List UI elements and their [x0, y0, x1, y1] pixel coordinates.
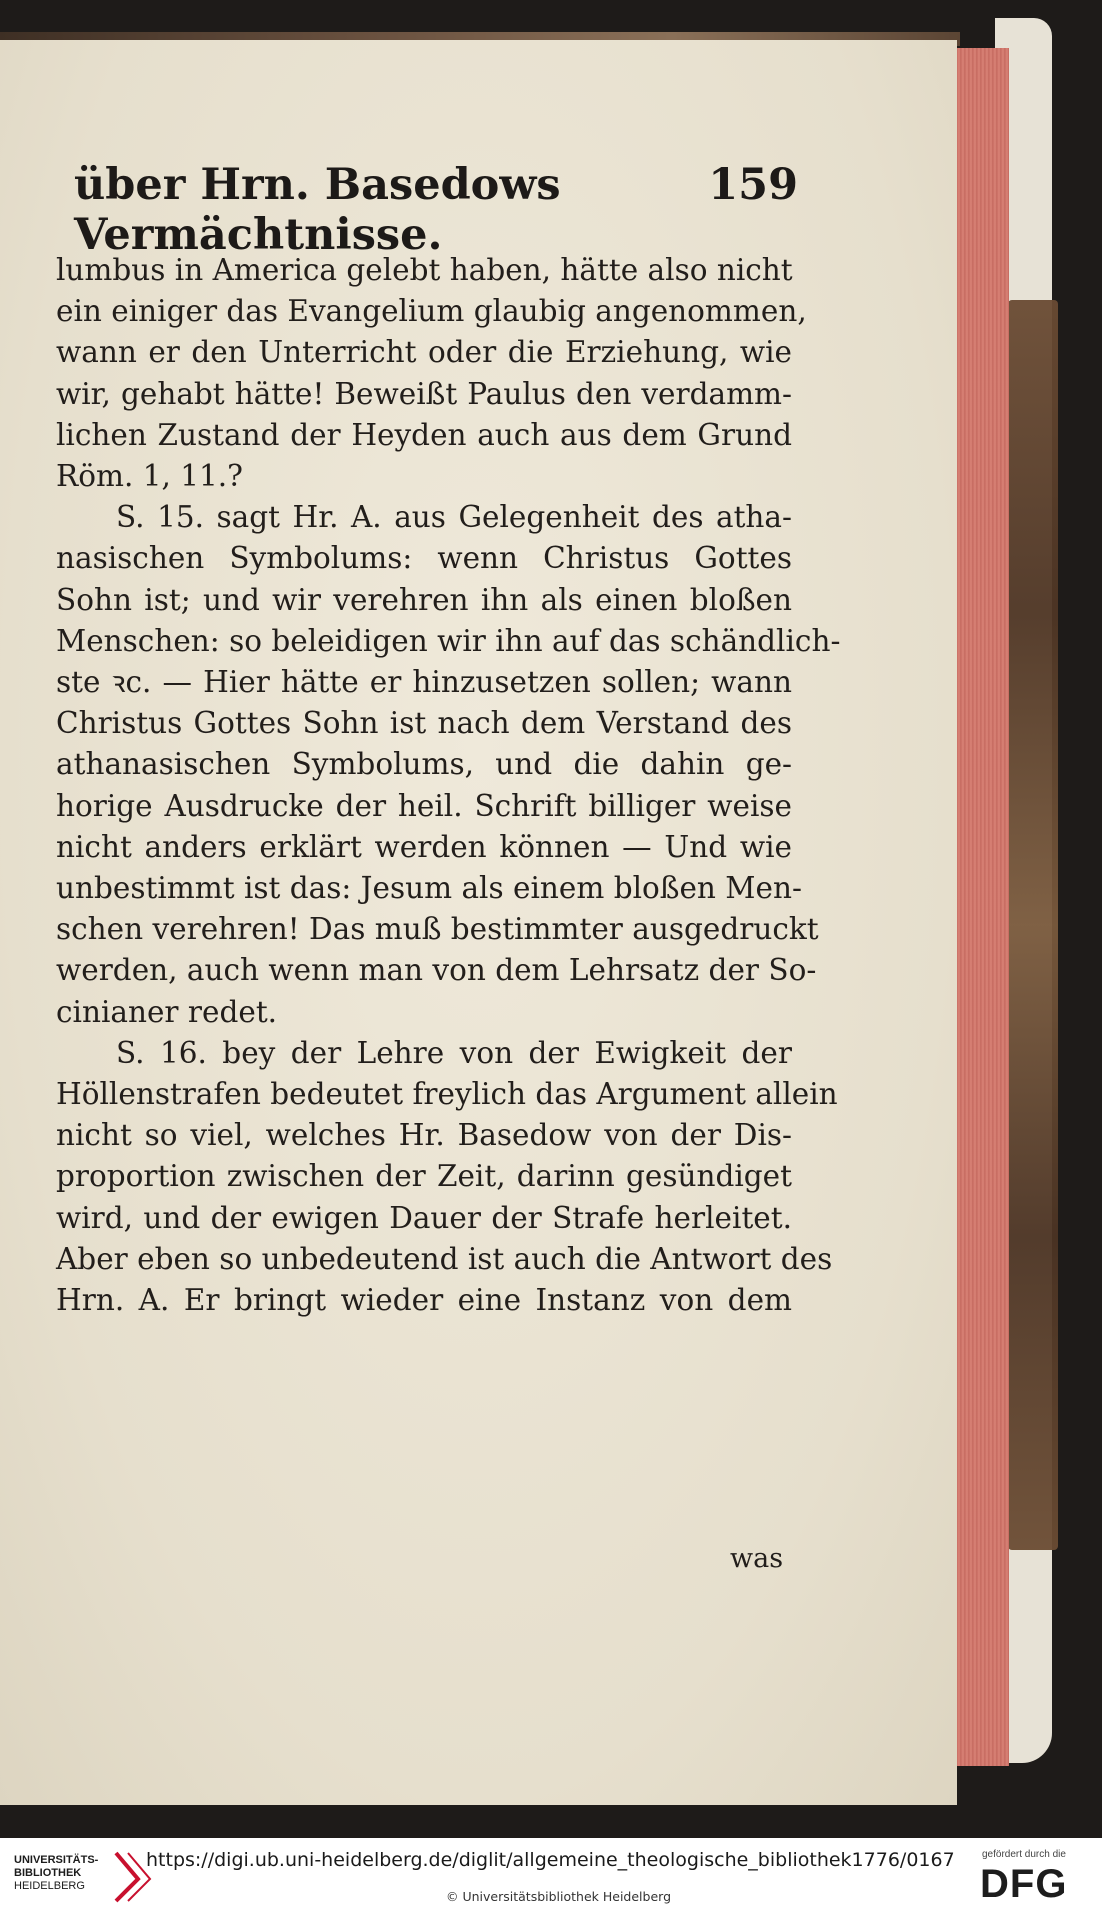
text-line: nicht so viel, welches Hr. Basedow von der Dis-: [56, 1118, 792, 1153]
cover-marbling: [1008, 300, 1058, 1550]
dfg-logo: DFG: [980, 1862, 1068, 1906]
page-number: 159: [708, 160, 798, 210]
text-line: werden, auch wenn man von dem Lehrsatz der So-: [56, 953, 817, 988]
catchword: was: [730, 1543, 784, 1574]
text-line: S. 15. sagt Hr. A. aus Gelegenheit des atha-: [116, 500, 792, 535]
library-name-line-3: HEIDELBERG: [14, 1880, 85, 1892]
text-line: wann er den Unterricht oder die Erziehung, wie: [56, 335, 792, 370]
text-line: horige Ausdrucke der heil. Schrift billiger weise: [56, 788, 792, 823]
page-edges: [955, 48, 1009, 1766]
running-head-title: über Hrn. Basedows Vermächtnisse.: [74, 160, 561, 260]
text-line: Röm. 1, 11.?: [56, 459, 243, 493]
text-line: Hrn. A. Er bringt wieder eine Instanz von dem: [56, 1283, 792, 1317]
text-line: lumbus in America gelebt haben, hätte also nicht: [56, 253, 793, 287]
text-line: S. 16. bey der Lehre von der Ewigkeit der: [116, 1035, 792, 1070]
running-head: [74, 160, 798, 260]
library-name-line-2: BIBLIOTHEK: [14, 1867, 82, 1879]
permalink-url[interactable]: https://digi.ub.uni-heidelberg.de/diglit/allgemeine_theologische_bibliothek1776/0167: [146, 1849, 955, 1871]
copyright-notice: © Universitätsbibliothek Heidelberg: [446, 1889, 672, 1904]
text-line: ste ꝛc. — Hier hätte er hinzusetzen sollen; wann: [56, 665, 792, 699]
text-line: wird, und der ewigen Dauer der Strafe herleitet.: [56, 1200, 792, 1235]
text-line: nicht anders erklärt werden können — Und wie: [56, 829, 792, 864]
library-name-line-1: UNIVERSITÄTS-: [14, 1854, 99, 1866]
text-line: unbestimmt ist das: Jesum als einem bloßen Men-: [56, 871, 802, 905]
text-line: nasischen Symbolums: wenn Christus Gottes: [56, 541, 792, 576]
funded-by-label: gefördert durch die: [982, 1849, 1066, 1860]
text-line: cinianer redet.: [56, 994, 278, 1029]
text-line: Aber eben so unbedeutend ist auch die Antwort des: [56, 1241, 833, 1276]
text-line: proportion zwischen der Zeit, darinn gesündiget: [56, 1159, 792, 1194]
text-line: wir, gehabt hätte! Beweißt Paulus den verdamm-: [56, 376, 792, 411]
text-line: ein einiger das Evangelium glaubig angenommen,: [56, 294, 807, 329]
text-line: athanasischen Symbolums, und die dahin ge-: [56, 747, 792, 782]
text-line: Höllenstrafen bedeutet freylich das Argument allein: [56, 1077, 838, 1111]
text-line: Sohn ist; und wir verehren ihn als einen bloßen: [56, 582, 792, 617]
text-line: Menschen: so beleidigen wir ihn auf das schändlich-: [56, 623, 841, 658]
text-line: lichen Zustand der Heyden auch aus dem Grund: [56, 417, 792, 452]
text-line: Christus Gottes Sohn ist nach dem Verstand des: [56, 706, 792, 741]
text-line: schen verehren! Das muß bestimmter ausgedruckt: [56, 912, 819, 947]
